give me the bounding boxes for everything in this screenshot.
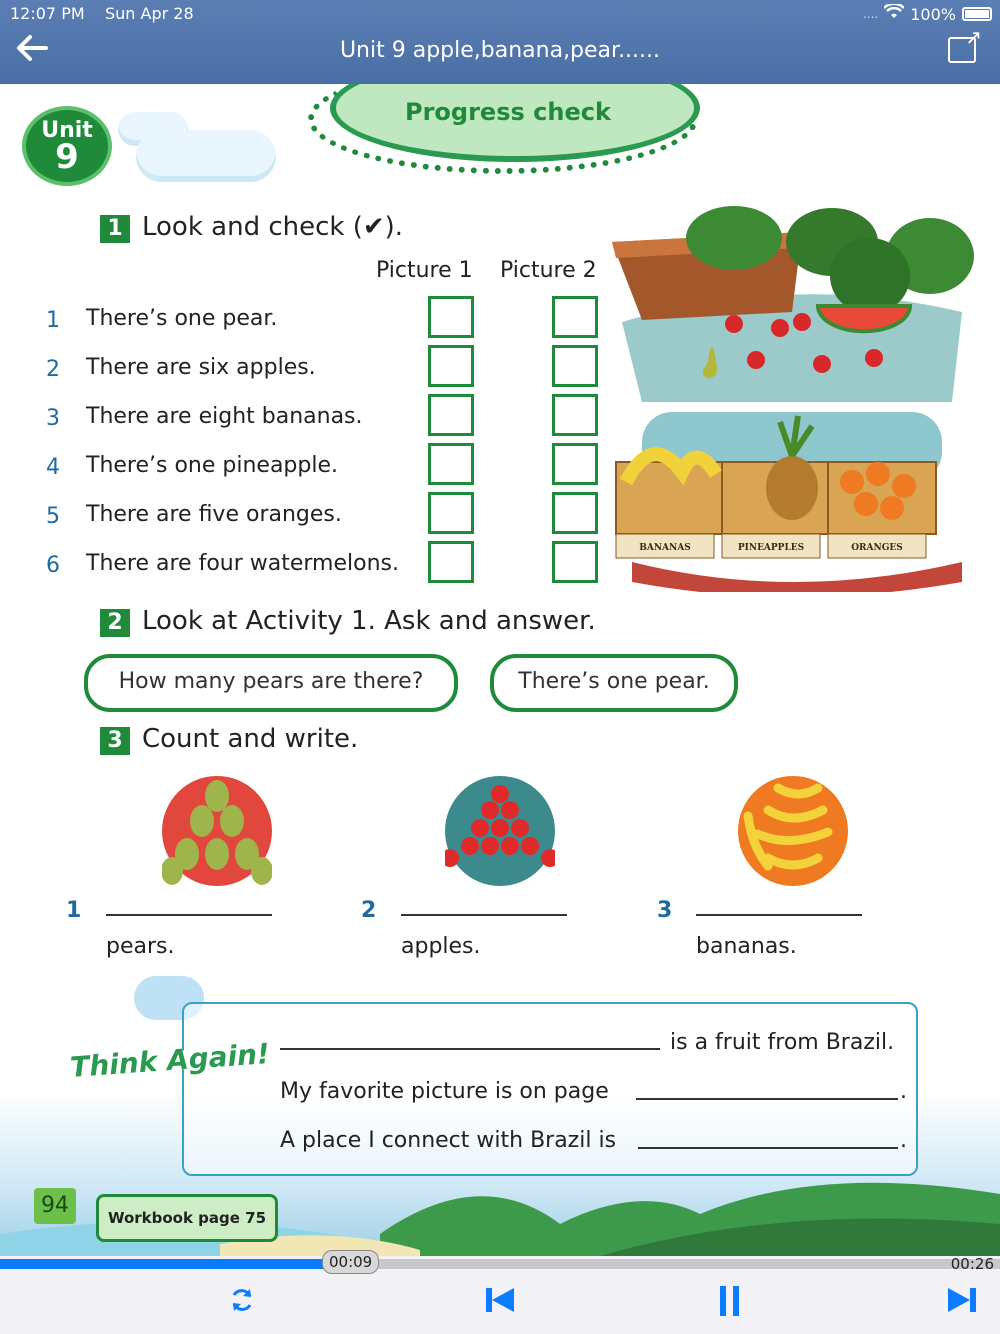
status-bar-right: [863, 4, 992, 24]
section-2-heading: [100, 606, 596, 637]
status-date: Sun Apr 28: [105, 4, 194, 23]
unit-number: 9: [55, 137, 79, 177]
crate-label-oranges: ORANGES: [851, 543, 903, 553]
column-picture-1: Picture 1: [376, 258, 473, 283]
picture-1-illustration: [612, 202, 976, 402]
checkbox-picture-1-row-2[interactable]: [428, 345, 474, 387]
row-text: There are eight bananas.: [86, 404, 363, 429]
checkbox-picture-1-row-3[interactable]: [428, 394, 474, 436]
crate-label-pineapples: PINEAPPLES: [737, 543, 805, 553]
think-line-2: My favorite picture is on page: [280, 1079, 609, 1104]
row-text: There’s one pineapple.: [86, 453, 339, 478]
answer-speech-bubble: [490, 654, 738, 712]
row-number: 1: [46, 308, 60, 333]
row-text: There are four watermelons.: [86, 551, 399, 576]
think-line-3-period: .: [900, 1128, 907, 1153]
section-2-title: Look at Activity 1. Ask and answer.: [142, 606, 596, 636]
count-item-label: pears.: [106, 934, 175, 959]
status-bar-left: [10, 4, 194, 23]
textbook-page: [0, 84, 1000, 1256]
workbook-page-arrow: Workbook page 75: [96, 1194, 278, 1242]
progress-check-label: Progress check: [405, 98, 611, 126]
picture-2-illustration: [612, 412, 976, 592]
section-1-number: 1: [100, 215, 130, 243]
section-3-heading: [100, 724, 358, 755]
battery-percent: 100%: [910, 4, 956, 24]
current-time: 00:09: [322, 1250, 379, 1274]
column-picture-2: Picture 2: [500, 258, 597, 283]
row-number: 2: [46, 357, 60, 382]
wifi-icon: [884, 4, 904, 24]
cloud-decoration: [136, 130, 276, 182]
checkbox-picture-1-row-4[interactable]: [428, 443, 474, 485]
row-number: 6: [46, 553, 60, 578]
section-1-title: Look and check (✔).: [142, 212, 404, 242]
bananas-plate: [738, 776, 848, 886]
page-title: Unit 9 apple,banana,pear......: [339, 38, 661, 63]
share-icon[interactable]: [948, 37, 976, 63]
question-speech-bubble: [84, 654, 458, 712]
page-number: 94: [34, 1188, 76, 1224]
think-again-title: Think Again!: [69, 1037, 271, 1084]
checkbox-picture-1-row-6[interactable]: [428, 541, 474, 583]
crate-label-bananas: BANANAS: [639, 543, 691, 553]
question-text: How many pears are there?: [118, 669, 424, 694]
unit-word: Unit: [41, 118, 93, 143]
answer-blank-fruit[interactable]: [280, 1048, 660, 1050]
checkbox-picture-2-row-6[interactable]: [552, 541, 598, 583]
progress-fill: [0, 1259, 346, 1269]
think-line-1: is a fruit from Brazil.: [670, 1030, 895, 1055]
section-3-number: 3: [100, 727, 130, 755]
row-text: There are five oranges.: [86, 502, 342, 527]
progress-track[interactable]: [0, 1259, 1000, 1269]
pears-plate: [162, 776, 272, 886]
navigation-bar: [0, 0, 1000, 84]
row-number: 5: [46, 504, 60, 529]
checkbox-picture-1-row-1[interactable]: [428, 296, 474, 338]
unit-badge: [22, 106, 112, 186]
row-number: 3: [46, 406, 60, 431]
status-time: 12:07 PM: [10, 4, 85, 23]
count-item-label: apples.: [401, 934, 481, 959]
repeat-icon[interactable]: [228, 1286, 256, 1319]
checkbox-picture-2-row-2[interactable]: [552, 345, 598, 387]
battery-icon: [962, 7, 992, 21]
apples-plate: [445, 776, 555, 886]
count-item-label: bananas.: [696, 934, 797, 959]
audio-player: [0, 1253, 1000, 1334]
answer-blank-place[interactable]: [638, 1147, 898, 1149]
think-line-3: A place I connect with Brazil is: [280, 1128, 617, 1153]
answer-blank-bananas[interactable]: [696, 914, 862, 916]
row-number: 4: [46, 455, 60, 480]
checkbox-picture-2-row-3[interactable]: [552, 394, 598, 436]
answer-blank-pears[interactable]: [106, 914, 272, 916]
answer-blank-page[interactable]: [636, 1098, 898, 1100]
section-3-title: Count and write.: [142, 724, 359, 754]
count-item-number: 3: [657, 898, 673, 923]
checkbox-picture-2-row-5[interactable]: [552, 492, 598, 534]
checkbox-picture-2-row-1[interactable]: [552, 296, 598, 338]
checkbox-picture-1-row-5[interactable]: [428, 492, 474, 534]
signal-dots: ....: [862, 7, 879, 21]
previous-track-icon[interactable]: [486, 1286, 516, 1319]
row-text: There are six apples.: [86, 355, 316, 380]
section-1-heading: [100, 212, 403, 243]
section-2-number: 2: [100, 609, 130, 637]
answer-blank-apples[interactable]: [401, 914, 567, 916]
total-time: 00:26: [950, 1255, 994, 1273]
pause-icon[interactable]: [720, 1286, 740, 1321]
next-track-icon[interactable]: [946, 1286, 976, 1319]
think-line-2-period: .: [900, 1079, 907, 1104]
checkbox-picture-2-row-4[interactable]: [552, 443, 598, 485]
answer-text: There’s one pear.: [518, 669, 710, 694]
row-text: There’s one pear.: [86, 306, 278, 331]
count-item-number: 1: [66, 898, 82, 923]
count-item-number: 2: [361, 898, 377, 923]
